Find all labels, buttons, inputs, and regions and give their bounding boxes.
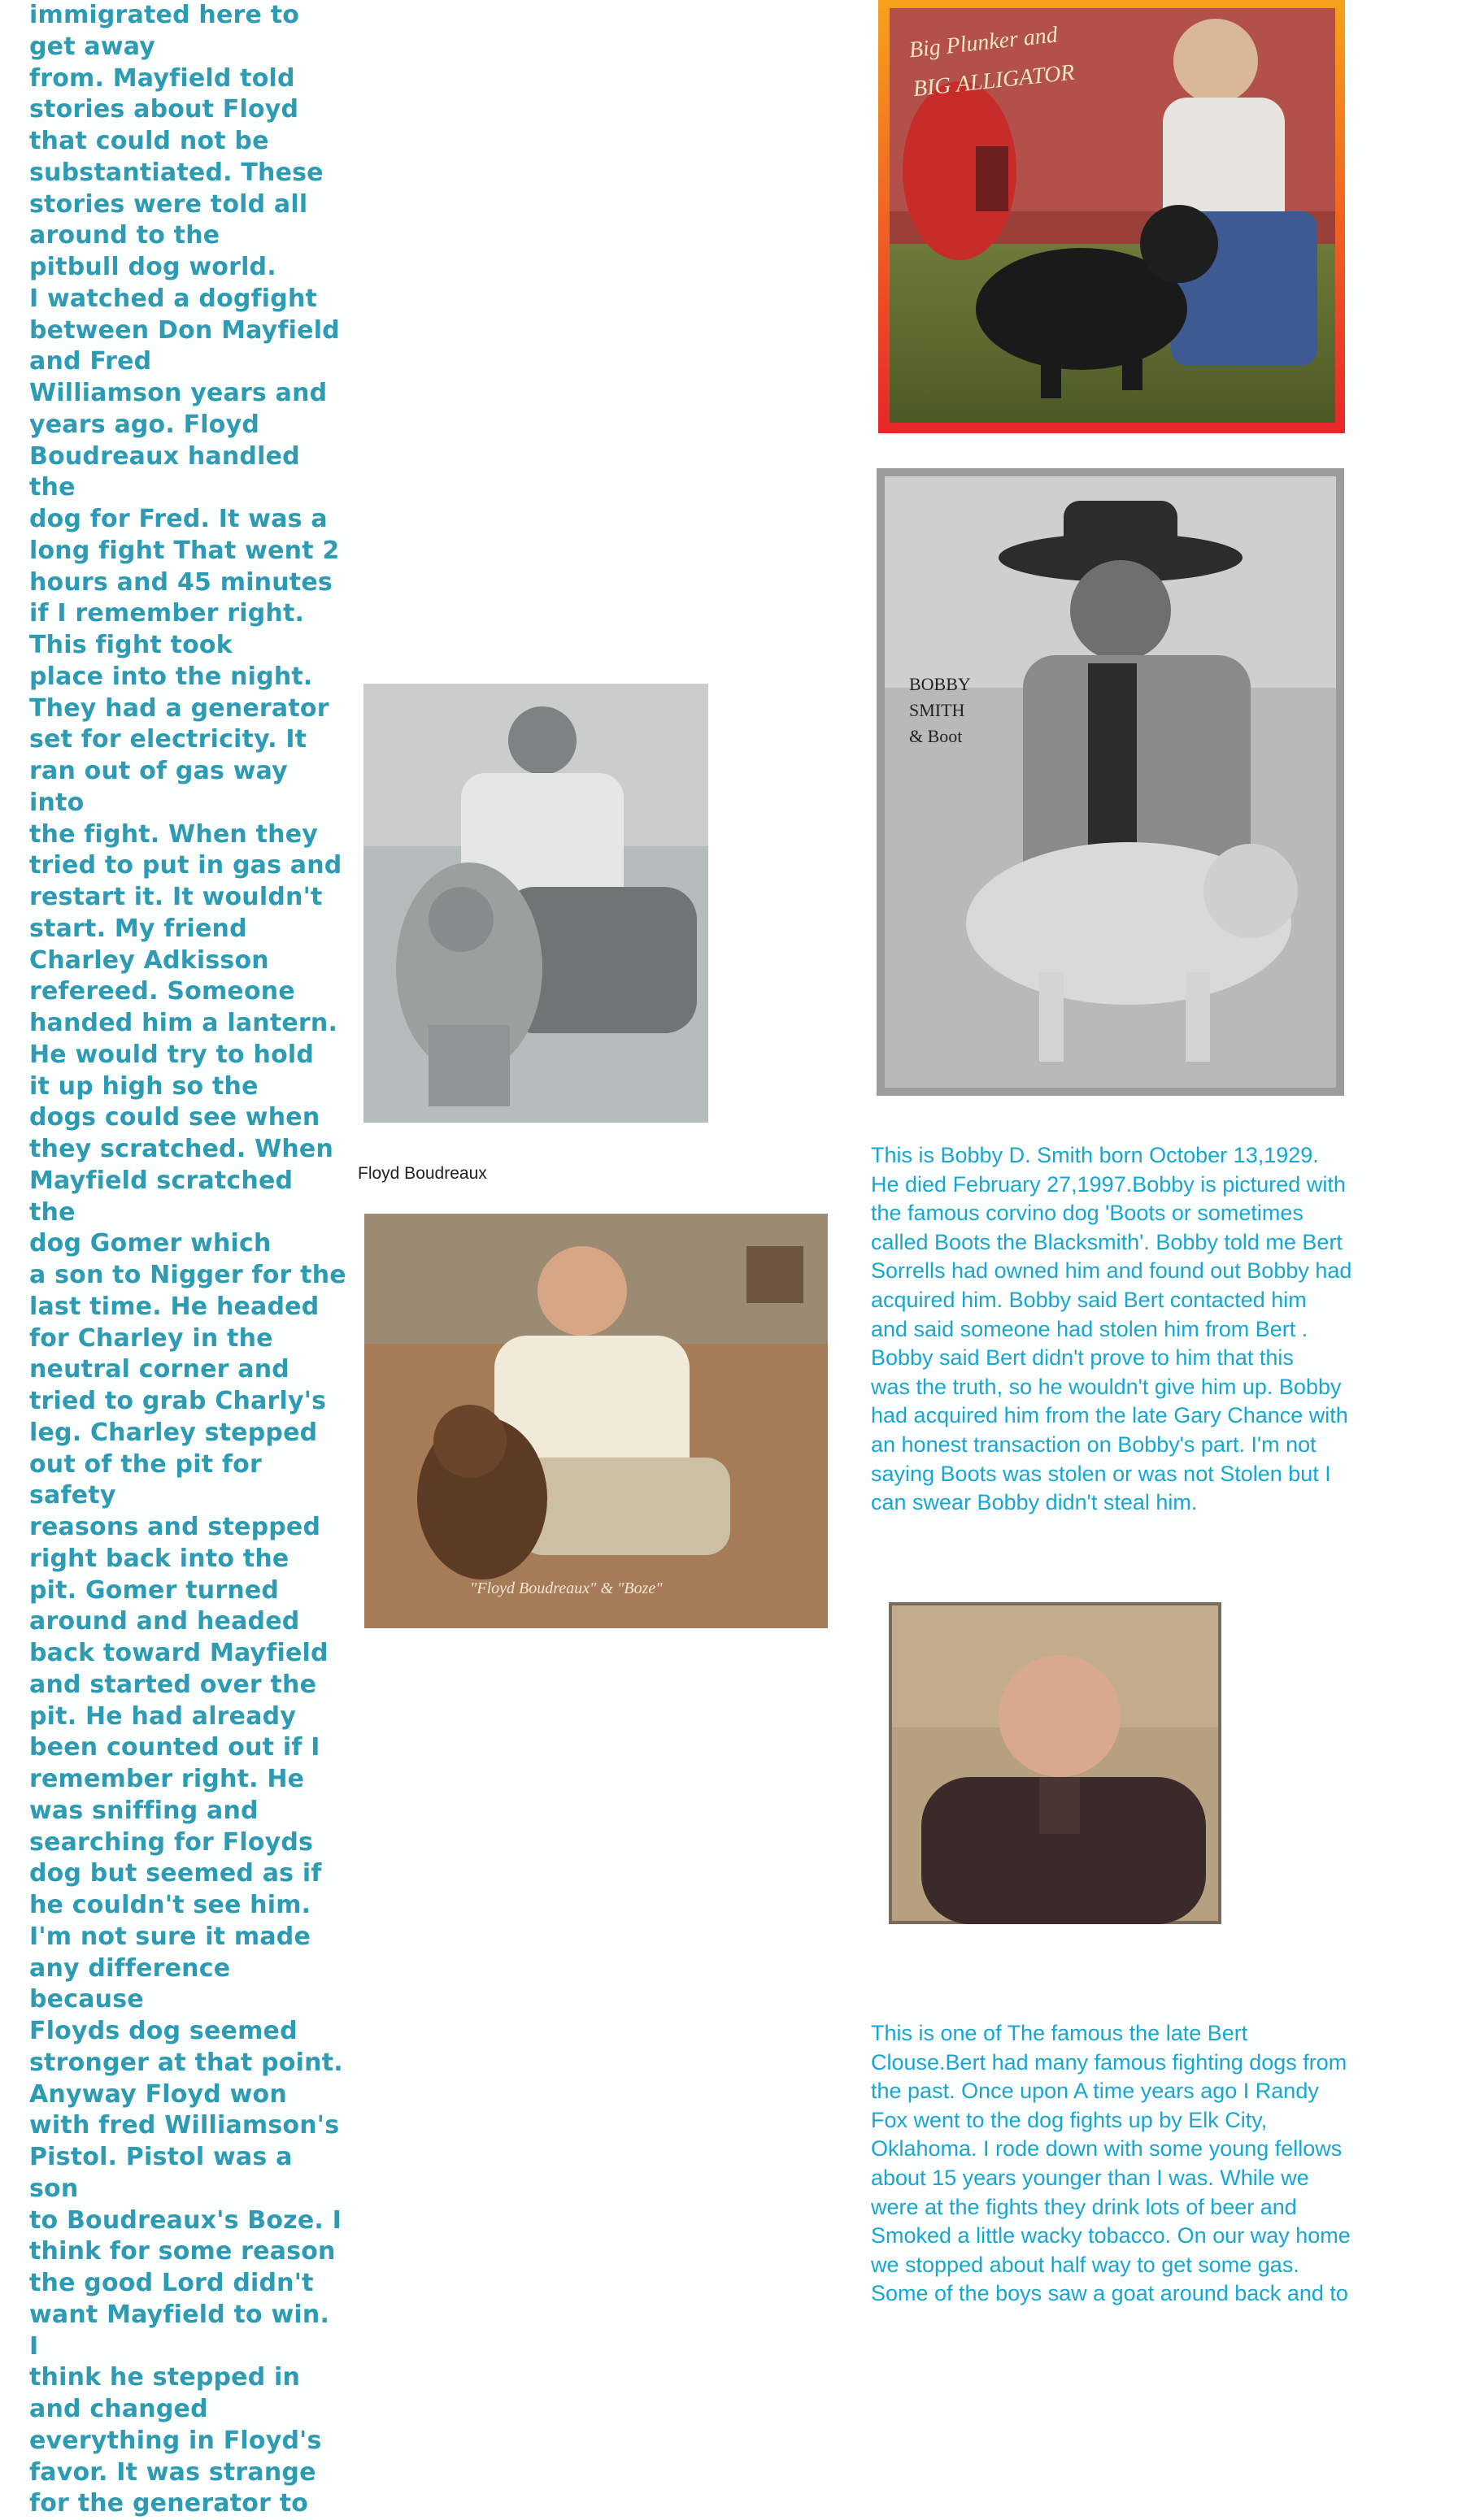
photo-floyd-and-boze bbox=[364, 1214, 828, 1628]
caption-bert-clouse: This is one of The famous the late Bert Clouse.Bert had many famous fighting dogs from the past. Once upon A time years ago I Randy Fox went to the dog fights up by Elk City, Oklahoma. I rode down with some young fellows about 15 years younger than I was. While we were at the fights they drink lots of beer and Smoked a little wacky tobacco. On our way home we stopped about half way to get some gas. Some of the boys saw a goat around back and to bbox=[871, 2021, 1351, 2306]
floyd-label: Floyd Boudreaux bbox=[358, 1164, 487, 1183]
photo-bobby-smith bbox=[877, 468, 1344, 1096]
photo-banner-text: Big Plunker and BIG ALLIGATOR bbox=[907, 22, 1076, 102]
photo-floyd-grayscale bbox=[363, 684, 708, 1123]
caption-bobby-smith: This is Bobby D. Smith born October 13,1929. He died February 27,1997.Bobby is pictured with the famous corvino dog 'Boots or sometimes called Boots the Blacksmith'. Bobby told me Bert Sorrells had owned him and found out Bobby had acquired him. Bobby said Bert contacted him and said someone had stolen him from Bert . Bobby said Bert didn't prove to him that this was the truth, so he wouldn't give him up. Bobby had acquired him from the late Gary Chance with an honest transaction on Bobby's part. I'm not saying Boots was stolen or was not Stolen but I can swear Bobby didn't steal him. bbox=[871, 1143, 1352, 1515]
photo-man-with-black-dog bbox=[878, 0, 1345, 433]
photo-boze-caption: "Floyd Boudreaux" & "Boze" bbox=[470, 1579, 663, 1597]
story-text: immigrated here to get away from. Mayfield told stories about Floyd that could not be substantiated. These stories were told all around to the pitbull dog world. I watched a dogfight between Don Mayfield and Fred Williamson years and years ago. Floyd Boudreaux handled the dog for Fred. It was a long fight That went 2 hours and 45 minutes if I remember right. This fight took place into the night. They had a generator set for electricity. It ran out of gas way into the fight. When they tried to put in gas and restart it. It wouldn't start. My friend Charley Adkisson refereed. Someone handed him a lantern. He would try to hold it up high so the dogs could see when they scratched. When Mayfield scratched the dog Gomer which a son to Nigger for the last time. He headed for Charley in the neutral corner and tried to grab Charly's leg. Charley stepped out of the pit for safety reasons and stepped right back into the pit. Gomer turned around and headed back toward Mayfield and started over the pit. He had already been counted out if I remember right. He was sniffing and searching for Floyds dog but seemed as if he couldn't see him. I'm not sure it made any difference because Floyds dog seemed stronger at that point. Anyway Floyd won with fred Williamson's Pistol. Pistol was a son to Boudreaux's Boze. I think for some reason the good Lord didn't want Mayfield to win. I think he stepped in and changed everything in Floyd's favor. It was strange for the generator to bbox=[29, 1, 346, 2518]
photo-bert-clouse bbox=[889, 1602, 1221, 1924]
photo-handwritten-text: BOBBY SMITH & Boot bbox=[909, 674, 971, 746]
